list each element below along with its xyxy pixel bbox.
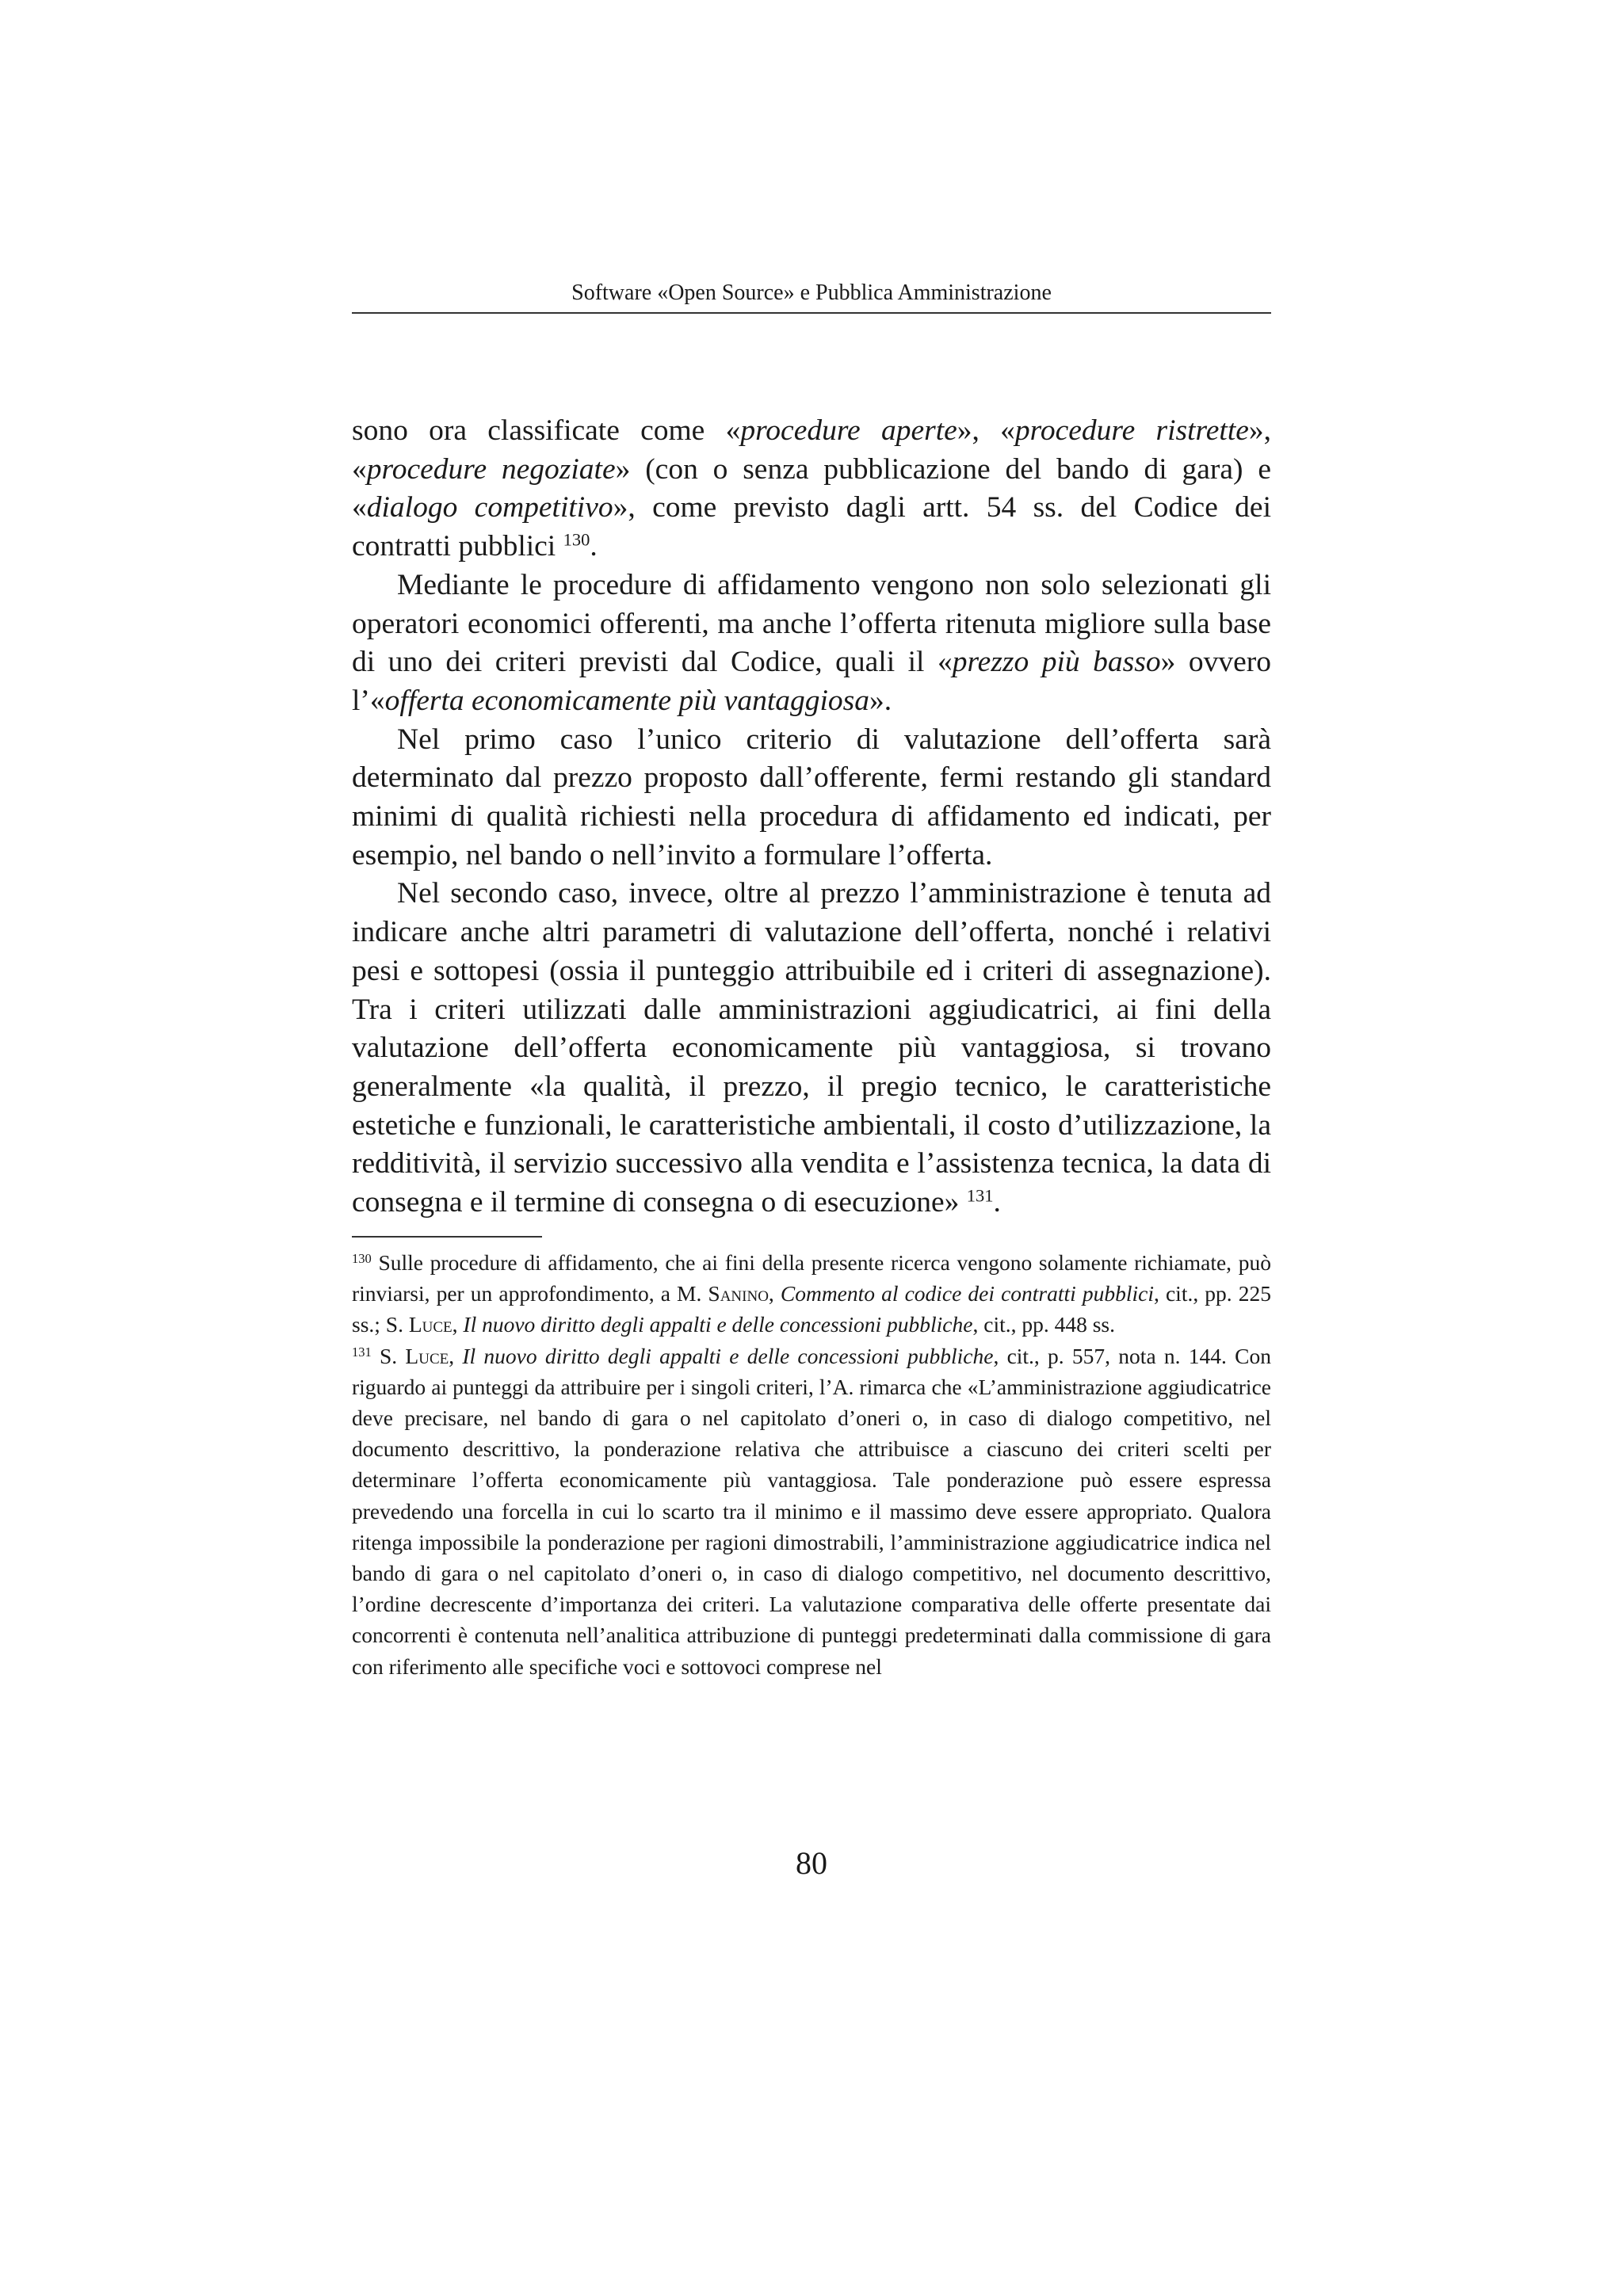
paragraph-3: Nel primo caso l’unico criterio di valutazione dell’offerta sarà determinato dal prezzo proposto dall’offerente, fermi restando gli standard minimi di qualità richiesti nella procedura di affidamento ed indicati, per esempio, nel bando o nell’invito a formulare l’offerta.: [352, 723, 1271, 871]
text-run: Sulle procedure di affidamento, che ai fini della presente ricerca vengono solamente richiamate, può rinviarsi, per un approfondimento, a M.: [352, 1250, 1271, 1306]
work-title: Il nuovo diritto degli appalti e delle concessioni pubbliche: [463, 1312, 973, 1337]
author-name: Luce: [408, 1312, 453, 1337]
text-run: », come previsto dagli artt. 54 ss. del Codice dei contratti pubblici: [352, 491, 1271, 563]
text-run: » ovvero l’«: [352, 646, 1271, 717]
italic-term: procedure ristrette: [1014, 414, 1249, 447]
text-run: , cit., p. 557, nota n. 144. Con riguardo ai punteggi da attribuire per i singoli criteri, l’A. rimarca che «L’amministrazione aggiudicatrice deve precisare, nel bando di gara o nel capitolato d’oneri o, in caso di dialogo competitivo, nel documento descrittivo, la ponderazione relativa che attribuisce a ciascuno dei criteri scelti per determinare l’offerta economicamente più vantaggiosa. Tale ponderazione può essere espressa prevedendo una forcella in cui lo scarto tra il minimo e il massimo deve essere appropriato. Qualora ritenga impossibile la ponderazione per ragioni dimostrabili, l’amministrazione aggiudicatrice indica nel bando di gara o nel capitolato d’oneri o, in caso di dialogo competitivo, nel documento descrittivo, l’ordine decrescente d’importanza dei criteri. La valutazione comparativa delle offerte presentate dai concorrenti è contenuta nell’analitica attribuzione di punteggi predeterminati dalla commissione di gara con riferimento alle specifiche voci e sottovoci comprese nel: [352, 1343, 1271, 1679]
work-title: Il nuovo diritto degli appalti e delle concessioni pubbliche: [462, 1343, 994, 1368]
text-run: , cit., pp. 225 ss.; S.: [352, 1281, 1271, 1337]
footnote-131: [352, 1341, 1271, 1682]
text-run: ,: [452, 1312, 464, 1337]
italic-term: offerta economicamente più vantaggiosa: [384, 684, 870, 717]
text-run: S.: [371, 1343, 406, 1368]
running-header: Software «Open Source» e Pubblica Amministrazione: [571, 280, 1052, 305]
body-text: [352, 412, 1271, 1222]
footnote-number: 131: [352, 1344, 372, 1360]
text-run: ».: [869, 684, 892, 717]
footnote-reference-131[interactable]: 131: [966, 1185, 994, 1206]
author-name: Sanino: [708, 1281, 769, 1306]
text-run: » (con o senza pubblicazione del bando di gara) e «: [352, 452, 1271, 524]
text-run: .: [993, 1186, 1001, 1219]
footnote-number: 130: [352, 1250, 372, 1266]
footnotes: [352, 1247, 1271, 1682]
paragraph-1: [352, 412, 1271, 566]
text-run: ,: [768, 1281, 781, 1306]
header-rule: [352, 312, 1271, 314]
footnote-130: [352, 1247, 1271, 1341]
footnote-separator: [352, 1236, 542, 1238]
text-run: .: [590, 530, 598, 563]
text-run: ,: [449, 1343, 463, 1368]
text-run: », «: [957, 414, 1015, 447]
footnote-reference-130[interactable]: 130: [563, 529, 590, 550]
text-run: Nel secondo caso, invece, oltre al prezzo l’amministrazione è tenuta ad indicare anche altri parametri di valutazione dell’offerta, nonché i relativi pesi e sottopesi (ossia il punteggio attribuibile ed i criteri di assegnazione). Tra i criteri utilizzati dalle amministrazioni aggiudicatrici, ai fini della valutazione dell’offerta economicamente più vantaggiosa, si trovano generalmente «la qualità, il prezzo, il pregio tecnico, le caratteristiche estetiche e funzionali, le caratteristiche ambientali, il costo d’utilizzazione, la redditività, il servizio successivo alla vendita e l’assistenza tecnica, la data di consegna e il termine di consegna o di esecuzione»: [352, 877, 1271, 1219]
work-title: Commento al codice dei contratti pubblici: [780, 1281, 1155, 1306]
italic-term: procedure aperte: [740, 414, 957, 447]
paragraph-4: [352, 875, 1271, 1222]
text-run: , cit., pp. 448 ss.: [972, 1312, 1115, 1337]
italic-term: prezzo più basso: [952, 646, 1161, 679]
text-run: », «: [352, 414, 1272, 486]
text-run: Mediante le procedure di affidamento vengono non solo selezionati gli operatori economici offerenti, ma anche l’offerta ritenuta migliore sulla base di uno dei criteri previsti dal Codice, quali il «: [352, 568, 1271, 679]
page-number: 80: [796, 1845, 827, 1881]
author-name: Luce: [405, 1343, 449, 1368]
text-run: sono ora classificate come «: [352, 414, 741, 447]
italic-term: dialogo competitivo: [366, 491, 613, 524]
italic-term: procedure negoziate: [366, 452, 616, 486]
paragraph-2: [352, 566, 1271, 721]
